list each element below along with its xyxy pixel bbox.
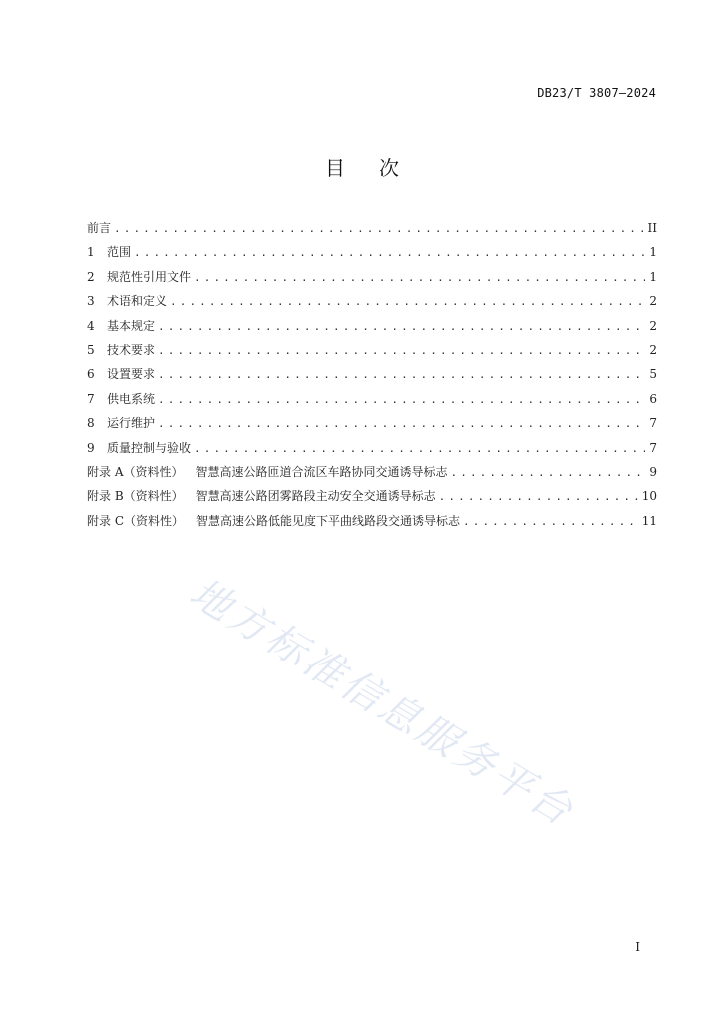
toc-appendix-c[interactable] [87,512,657,536]
dot-leader [463,513,638,531]
dot-leader [134,244,645,262]
toc-entry-page: 2 [649,342,657,357]
toc-entry-number: 6 [87,367,95,382]
toc-entry-page: 2 [649,294,657,309]
toc-entry-page: 5 [649,367,657,382]
dot-leader [158,342,645,360]
watermark: 地方标准信息服务平台 [181,569,583,837]
toc-entry-label: 智慧高速公路团雾路段主动安全交通诱导标志 [195,489,436,504]
toc-entry-number: 1 [87,245,95,260]
toc-entry-number: 9 [87,440,95,455]
appendix-prefix: 附录 B（资料性） [87,489,184,504]
dot-leader [451,464,646,482]
toc-entry-number: 2 [87,269,95,284]
dot-leader [158,366,645,384]
toc-entry-label: 运行维护 [107,416,156,431]
toc-entry-page: 7 [649,440,657,455]
table-of-contents [87,219,657,536]
appendix-prefix: 附录 C（资料性） [87,513,184,528]
dot-leader [158,391,645,409]
dot-leader [439,488,638,506]
toc-entry-page: 10 [641,489,657,504]
toc-appendix-b[interactable] [87,487,657,511]
toc-entry-page: 7 [649,416,657,431]
toc-entry-5[interactable] [87,341,657,365]
toc-appendix-a[interactable] [87,463,657,487]
appendix-prefix: 附录 A（资料性） [87,464,184,479]
toc-entry-number: 4 [87,318,95,333]
toc-entry-2[interactable] [87,268,657,292]
toc-entry-number: 3 [87,294,95,309]
toc-entry-number: 5 [87,342,95,357]
toc-entry-page: 11 [641,513,657,528]
toc-entry-number: 8 [87,416,95,431]
toc-entry-label: 规范性引用文件 [107,269,192,284]
dot-leader [170,293,645,311]
dot-leader [194,440,645,458]
toc-entry-label: 范围 [107,245,132,260]
toc-entry-label: 术语和定义 [107,294,168,309]
dot-leader [158,415,645,433]
toc-entry-label: 基本规定 [107,318,156,333]
toc-entry-page: II [647,221,657,235]
toc-entry-foreword[interactable] [87,219,657,243]
toc-entry-label: 质量控制与验收 [107,440,192,455]
toc-entry-7[interactable] [87,390,657,414]
toc-entry-label: 供电系统 [107,391,156,406]
dot-leader [114,220,644,238]
toc-entry-page: 1 [649,269,657,284]
toc-entry-9[interactable] [87,439,657,463]
document-code: DB23/T 3807—2024 [537,86,656,100]
toc-entry-3[interactable] [87,292,657,316]
toc-entry-4[interactable] [87,317,657,341]
page-number: I [635,940,640,954]
toc-entry-label: 智慧高速公路低能见度下平曲线路段交通诱导标志 [196,513,461,528]
toc-entry-page: 2 [649,318,657,333]
toc-entry-page: 1 [649,245,657,260]
toc-entry-label: 前言 [87,221,112,235]
toc-entry-6[interactable] [87,365,657,389]
toc-entry-label: 智慧高速公路匝道合流区车路协同交通诱导标志 [195,464,448,479]
toc-entry-1[interactable] [87,243,657,267]
toc-entry-number: 7 [87,391,95,406]
toc-entry-8[interactable] [87,414,657,438]
toc-entry-page: 9 [649,464,657,479]
dot-leader [158,318,645,336]
toc-entry-label: 设置要求 [107,367,156,382]
toc-entry-page: 6 [649,391,657,406]
toc-entry-label: 技术要求 [107,342,156,357]
page-title: 目次 [325,156,433,180]
dot-leader [194,269,645,287]
